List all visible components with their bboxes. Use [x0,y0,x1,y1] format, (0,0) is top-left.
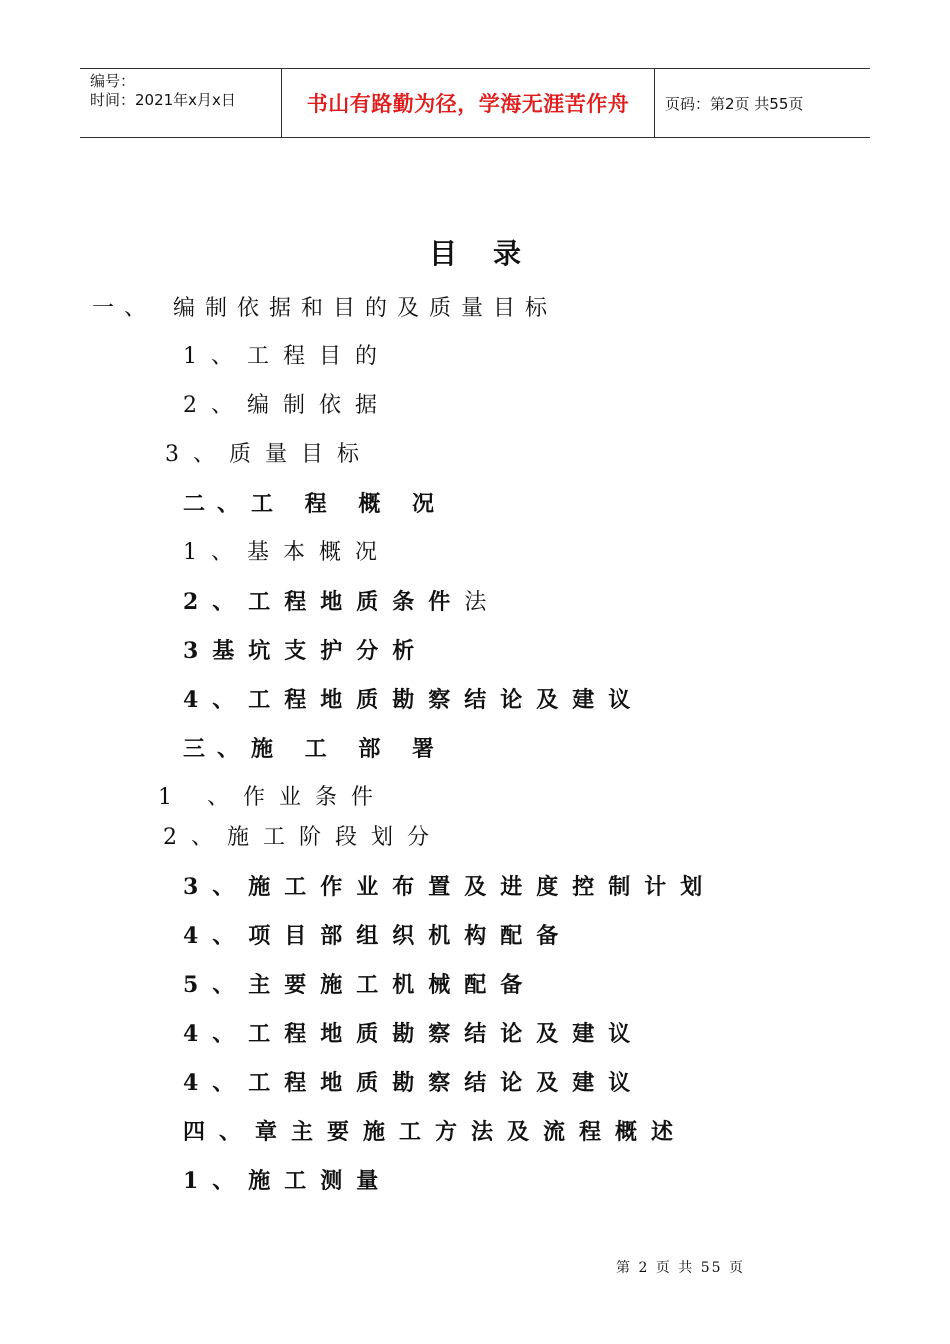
toc-item-3-5: 5、主要施工机械配备 [183,972,537,998]
toc-item-2-1: 1、基本概况 [183,540,391,565]
toc-item-1-3: 3、质量目标 [165,442,373,467]
toc-item-3-4: 4、项目部组织机构配备 [183,923,573,949]
toc-section-2: 二、工 程 概 况 [183,491,446,517]
toc-item-3-3: 3、施工作业布置及进度控制计划 [183,874,717,900]
toc-section-4: 四、章主要施工方法及流程概述 [183,1119,688,1145]
header-page-cell [655,69,870,137]
document-header [80,68,870,138]
page-footer: 第 2 页 共 55 页 [616,1260,745,1276]
toc-item-2-4: 4、工程地质勘察结论及建议 [183,687,645,713]
toc-item-2-2-row [183,588,500,617]
toc-item-3-7: 4、工程地质勘察结论及建议 [183,1070,645,1096]
header-motto: 书山有路勤为径，学海无涯苦作舟 [306,92,630,116]
header-meta [80,69,282,137]
toc-item-2-2-suffix: 法 [464,590,501,615]
document-number-label: 编号： [90,72,136,90]
toc-item-3-2: 2、施工阶段划分 [163,825,443,850]
header-page-info: 页码：第2页 共55页 [665,94,804,113]
toc-item-1-2: 2、编制依据 [183,393,391,418]
toc-section-3: 三、施 工 部 署 [183,736,446,762]
toc-section-1: 一、 编制依据和目的及质量目标 [92,296,557,321]
toc-item-2-2: 2、工程地质条件 [183,589,465,615]
toc-item-1-1: 1、工程目的 [183,344,391,369]
toc-item-3-1: 1 、作业条件 [158,785,387,810]
document-time-label: 时间：2021年x月x日 [90,91,236,109]
header-motto-cell [282,69,655,137]
toc-title: 目录 [428,237,557,270]
toc-item-4-1: 1、施工测量 [183,1168,393,1194]
toc-item-3-6: 4、工程地质勘察结论及建议 [183,1021,645,1047]
toc-item-2-3: 3基坑支护分析 [183,638,429,664]
